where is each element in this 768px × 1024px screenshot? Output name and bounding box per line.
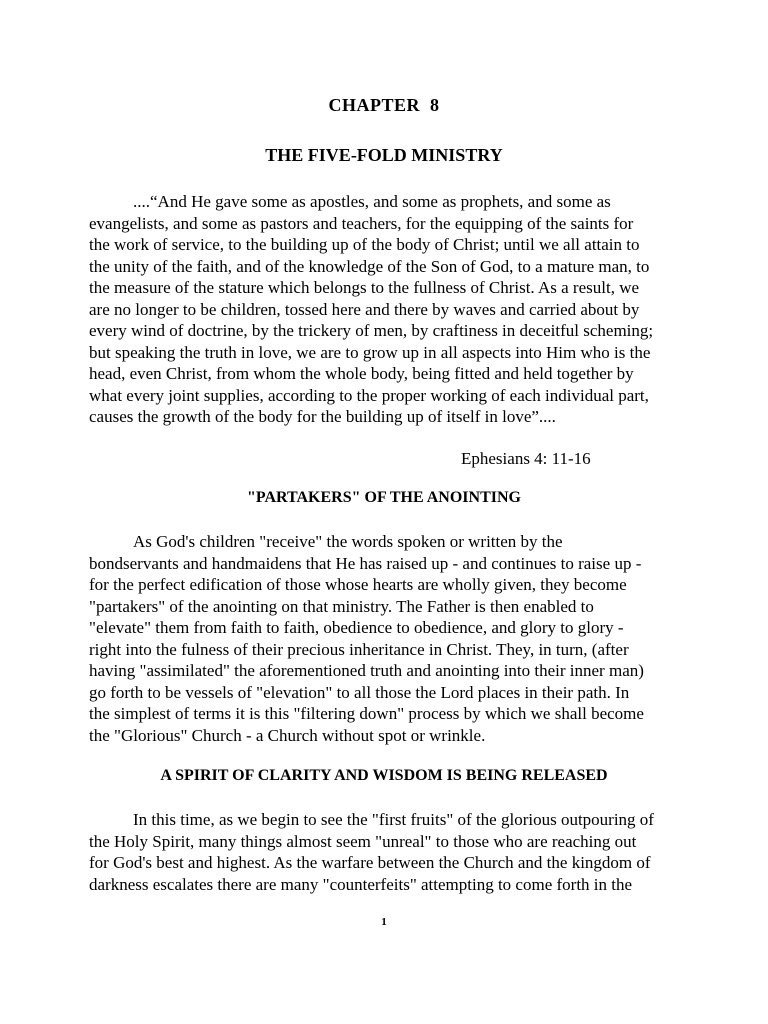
body-line: "partakers" of the anointing on that ministry. The Father is then enabled to — [89, 596, 594, 616]
scripture-line: every wind of doctrine, by the trickery of men, by craftiness in deceitful scheming; — [89, 321, 654, 340]
section-body-partakers — [89, 531, 689, 746]
scripture-line: the unity of the faith, and of the knowledge of the Son of God, to a mature man, to — [89, 256, 650, 276]
body-line: bondservants and handmaidens that He has raised up - and continues to raise up - — [89, 553, 642, 573]
body-line: As God's children "receive" the words spoken or written by the — [133, 532, 563, 551]
chapter-title: THE FIVE-FOLD MINISTRY — [265, 145, 503, 165]
body-line: the Holy Spirit, many things almost seem "unreal" to those who are reaching out — [89, 831, 637, 851]
body-line: the simplest of terms it is this "filtering down" process by which we shall become — [89, 704, 644, 723]
scripture-line: the measure of the stature which belongs to the fullness of Christ. As a result, we — [89, 278, 640, 297]
section-body-clarity — [89, 809, 689, 895]
scripture-line: head, even Christ, from whom the whole body, being fitted and held together by — [89, 364, 634, 383]
scripture-line: the work of service, to the building up of the body of Christ; until we all attain to — [89, 235, 640, 254]
scripture-line: are no longer to be children, tossed here and there by waves and carried about by — [89, 299, 640, 319]
section-heading-partakers: "PARTAKERS" OF THE ANOINTING — [247, 489, 521, 506]
scripture-line: evangelists, and some as pastors and teachers, for the equipping of the saints for — [89, 213, 634, 233]
scripture-reference: Ephesians 4: 11-16 — [461, 449, 591, 468]
body-line: "elevate" them from faith to faith, obedience to obedience, and glory to glory - — [89, 618, 624, 637]
body-line: darkness escalates there are many "counterfeits" attempting to come forth in the — [89, 874, 633, 894]
scripture-line: what every joint supplies, according to the proper working of each individual part, — [89, 385, 649, 405]
body-line: go forth to be vessels of "elevation" to all those the Lord places in their path. In — [89, 682, 630, 702]
page-number: 1 — [381, 916, 387, 928]
body-line: right into the fulness of their precious inheritance in Christ. They, in turn, (after — [89, 639, 629, 659]
chapter-label: CHAPTER — [328, 95, 420, 115]
section-heading-clarity: A SPIRIT OF CLARITY AND WISDOM IS BEING RELEASED — [160, 767, 608, 784]
body-line: for the perfect edification of those whose hearts are wholly given, they become — [89, 575, 627, 594]
scripture-line: but speaking the truth in love, we are to grow up in all aspects into Him who is the — [89, 342, 651, 362]
chapter-number: 8 — [430, 95, 440, 115]
body-line: for God's best and highest. As the warfare between the Church and the kingdom of — [89, 853, 651, 872]
body-line: In this time, as we begin to see the "first fruits" of the glorious outpouring of — [133, 810, 654, 829]
body-line: the "Glorious" Church - a Church without spot or wrinkle. — [89, 725, 486, 745]
scripture-line: causes the growth of the body for the building up of itself in love”.... — [89, 407, 556, 426]
body-line: having "assimilated" the aforementioned truth and anointing into their inner man) — [89, 661, 644, 680]
scripture-line: ....“And He gave some as apostles, and some as prophets, and some as — [133, 192, 611, 211]
scripture-quote — [89, 191, 689, 428]
chapter-heading — [0, 95, 768, 116]
